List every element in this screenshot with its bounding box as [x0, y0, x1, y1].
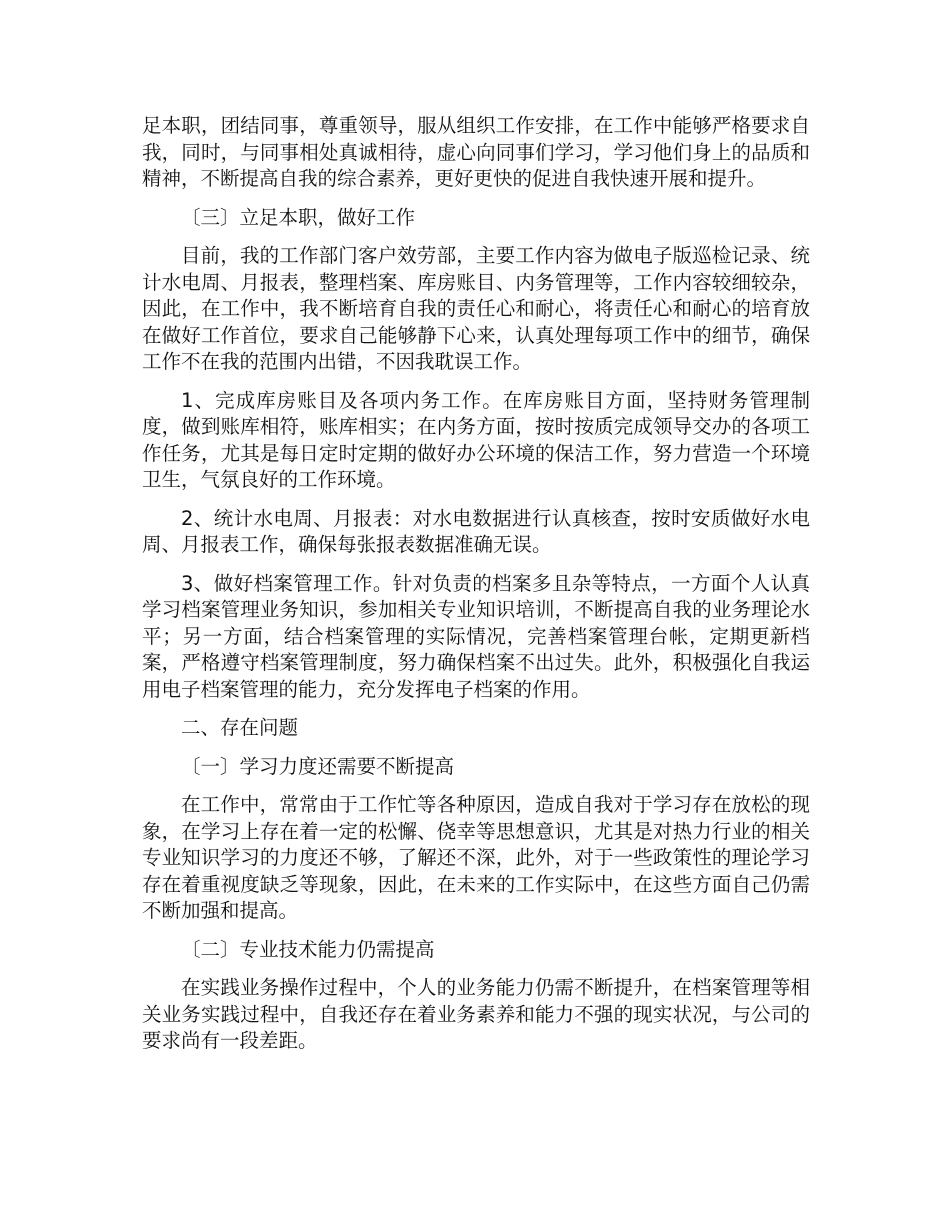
- paragraph-item-2: [142, 506, 810, 559]
- paragraph-text: 、完成库房账目及各项内务工作。在库房账目方面，坚持财务管理制度，做到账库相符，账库相实；在内务方面，按时按质完成领导交办的各项工作任务，尤其是每日定时定期的做好办公环境的保洁工作，努力营造一个环境卫生，气氛良好的工作环境。: [142, 388, 810, 491]
- heading-text: 二、存在问题: [181, 716, 299, 739]
- heading-text: 〔三〕立足本职，做好工作: [181, 205, 416, 229]
- section-heading-problems: [142, 715, 810, 742]
- paragraph-text: 、统计水电周、月报表：对水电数据进行认真核查，按时安质做好水电周、月报表工作，确保每张报表数据准确无误。: [142, 506, 810, 556]
- heading-text: 〔二〕专业技术能力仍需提高: [181, 937, 435, 961]
- document-page: [142, 113, 810, 1067]
- paragraph-item-3: [142, 571, 810, 704]
- item-number: 3: [181, 571, 194, 595]
- paragraph-item-1: [142, 388, 810, 494]
- paragraph-learning: [142, 792, 810, 925]
- item-number: 1: [181, 388, 194, 412]
- section-heading-2: [142, 937, 810, 964]
- paragraph-text: 、做好档案管理工作。针对负责的档案多且杂等特点，一方面个人认真学习档案管理业务知识，参加相关专业知识培训，不断提高自我的业务理论水平；另一方面，结合档案管理的实际情况，完善档案管理台帐，定期更新档案，严格遵守档案管理制度，努力确保档案不出过失。此外，积极强化自我运用电子档案管理的能力，充分发挥电子档案的作用。: [142, 571, 810, 701]
- section-heading-3: [142, 205, 810, 232]
- paragraph-text: 目前，我的工作部门客户效劳部，主要工作内容为做电子版巡检记录、统计水电周、月报表，整理档案、库房账目、内务管理等，工作内容较细较杂，因此，在工作中，我不断培育自我的责任心和耐心，将责任心和耐心的培育放在做好工作首位，要求自己能够静下心来，认真处理每项工作中的细节，确保工作不在我的范围内出错，不因我耽误工作。: [142, 244, 810, 373]
- section-heading-1: [142, 754, 810, 781]
- heading-text: 〔一〕学习力度还需要不断提高: [181, 754, 455, 778]
- paragraph-text: 足本职，团结同事，尊重领导，服从组织工作安排，在工作中能够严格要求自我，同时，与同事相处真诚相待，虚心向同事们学习，学习他们身上的品质和精神，不断提高自我的综合素养，更好更快的促进自我快速开展和提升。: [142, 114, 810, 190]
- paragraph-continuation: [142, 113, 810, 193]
- paragraph-work-overview: [142, 243, 810, 376]
- paragraph-text: 在工作中，常常由于工作忙等各种原因，造成自我对于学习存在放松的现象，在学习上存在着一定的松懈、侥幸等思想意识，尤其是对热力行业的相关专业知识学习的力度还不够，了解还不深，此外，对于一些政策性的理论学习存在着重视度缺乏等现象，因此，在未来的工作实际中，在这些方面自己仍需不断加强和提高。: [142, 793, 810, 922]
- paragraph-skills: [142, 975, 810, 1055]
- item-number: 2: [181, 506, 194, 530]
- paragraph-text: 在实践业务操作过程中，个人的业务能力仍需不断提升，在档案管理等相关业务实践过程中，自我还存在着业务素养和能力不强的现实状况，与公司的要求尚有一段差距。: [142, 976, 810, 1052]
